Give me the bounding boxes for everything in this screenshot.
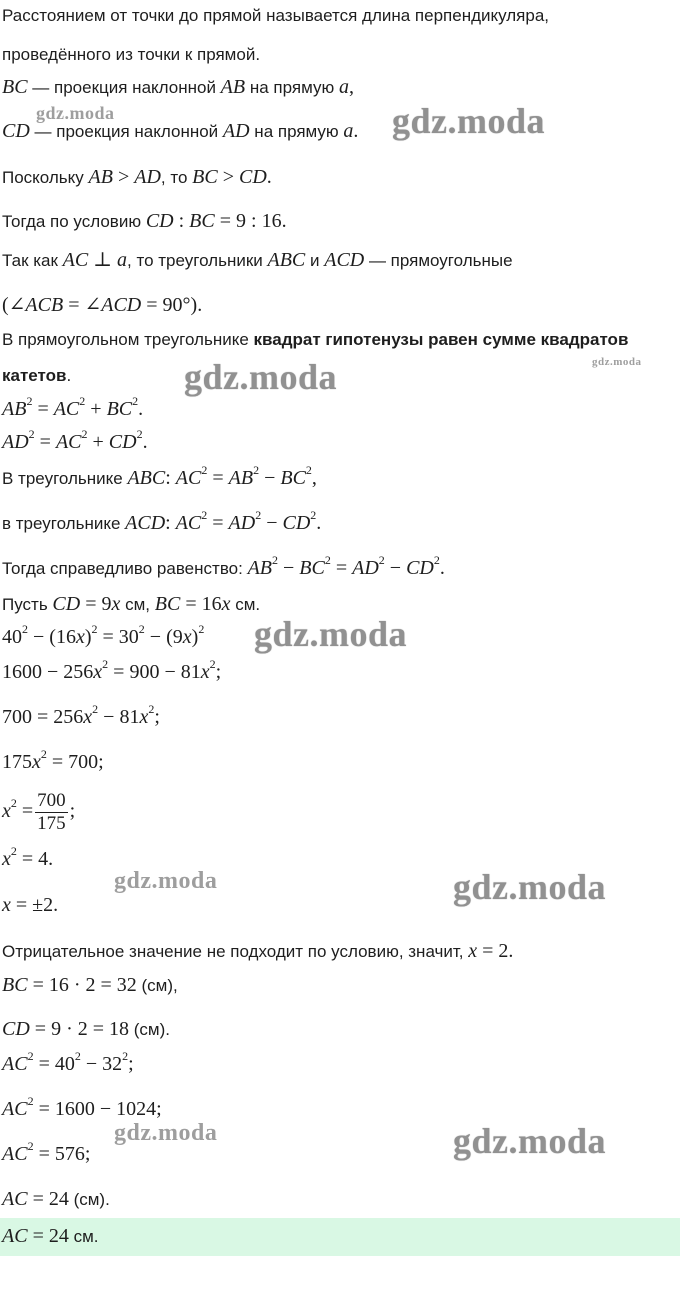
eq-fraction: $x^2$ = $\frac{700}{175}$ ; [2, 790, 76, 834]
let-text: Пусть [2, 595, 53, 614]
math-equality: $AB^2 - BC^2 = AD^2 - CD^2$. [247, 553, 445, 579]
math-ac2-1600: $AC^2 = 1600 - 1024$; [2, 1094, 162, 1120]
math-175x2: $175x^2 = 700$; [2, 747, 104, 773]
math-ab2: $AB^2 = AC^2 + BC^2$. [2, 394, 144, 420]
in-triangle-text-2: в треугольнике [2, 514, 126, 533]
let-line: Пусть CD = 9x см, BC = 16x см. [2, 593, 261, 615]
math-bc: BC [2, 76, 28, 98]
perpendicular-line [0, 247, 680, 272]
projection-text-2: — проекция наклонной [29, 122, 223, 141]
definition-text-2: проведённого из точки к прямой. [2, 45, 261, 64]
watermark-logo: gdz.moda [36, 103, 115, 123]
eq-cd-18: CD = 9 · 2 = 18 (см). [2, 1018, 170, 1040]
eq-ab2 [0, 394, 680, 421]
math-cd: CD [2, 120, 30, 142]
equality-text: Тогда справедливо равенство: [2, 559, 248, 578]
eq-700 [0, 702, 680, 729]
eq-acd-ac2 [0, 508, 680, 535]
eq-175x2 [0, 747, 680, 774]
math-ab-gt-ad: AB > AD [88, 166, 161, 188]
then-text: , то [160, 168, 193, 187]
angles-line [0, 292, 680, 317]
math-x2-4: $x^2 = 4$. [2, 844, 54, 870]
math-cd-9x: CD = 9x [52, 593, 121, 615]
watermark-logo: gdz.moda [114, 1120, 218, 1146]
negative-text: Отрицательное значение не подходит по условию, значит, [2, 942, 469, 961]
eq-ac2-1600 [0, 1094, 680, 1121]
math-ab: AB [220, 76, 246, 98]
math-ac2-diff: $AC^2 = 40^2 - 32^2$; [2, 1049, 134, 1075]
definition-line-2 [0, 45, 680, 65]
pythagoras-line-1 [0, 330, 680, 350]
math-x2-eq: $x^2$ = [2, 796, 34, 822]
definition-text-1: Расстоянием от точки до прямой называется длина перпендикуляра, [2, 6, 550, 25]
math-ad: AD [222, 120, 250, 142]
fraction-700-175: $\frac{700}{175}$ [37, 790, 66, 834]
math-x-2: x = 2. [468, 940, 514, 962]
since-text-2: Так как [2, 251, 63, 270]
math-cd-18: CD = 9 · 2 = 18 [2, 1018, 130, 1040]
cm-paren: (см) [141, 976, 174, 995]
watermark-logo: gdz.moda [114, 868, 218, 894]
eq-expanded [0, 657, 680, 684]
projection-tail-2: на прямую [249, 122, 344, 141]
math-x-pm2: x = ±2. [2, 894, 59, 916]
pythagoras-bold: квадрат гипотенузы равен сумме квадратов [253, 330, 629, 349]
definition-line-1 [0, 6, 680, 26]
watermark-logo: gdz.moda [254, 614, 408, 654]
math-abc: ABC [267, 249, 306, 271]
math-angles: (∠ACB = ∠ACD = 90°). [2, 294, 203, 316]
and-text: и [305, 251, 325, 270]
projection-text: — проекция наклонной [27, 78, 221, 97]
watermark-logo: gdz.moda [184, 357, 338, 397]
cm-paren-2: (см) [133, 1020, 166, 1039]
right-triangles-text: — прямоугольные [364, 251, 513, 270]
since-text: Поскольку [2, 168, 89, 187]
watermark-logo: gdz.moda [453, 1121, 607, 1161]
math-ac-24: AC = 24 [2, 1188, 69, 1210]
watermark-logo: gdz.moda [592, 356, 642, 368]
math-acd: ACD [324, 249, 365, 271]
eq-ac-24: AC = 24 (см). [2, 1188, 110, 1210]
ratio-line [0, 210, 680, 233]
negative-line [0, 940, 680, 963]
cm-unit-2: см [235, 595, 256, 614]
eq-ad2 [0, 427, 680, 454]
eq-abc-ac2 [0, 463, 680, 490]
eq-bc-32: BC = 16 · 2 = 32 (см), [2, 974, 178, 996]
math-ad2: $AD^2 = AC^2 + CD^2$. [2, 427, 148, 453]
watermark-logo: gdz.moda [453, 867, 607, 907]
math-ratio: CD : BC = 9 : 16. [145, 210, 287, 232]
math-ac-perp-a: AC ⊥ a [62, 249, 128, 271]
pythagoras-line-2 [0, 366, 680, 386]
math-a: a, [338, 76, 354, 98]
watermark-logo: gdz.moda [392, 101, 546, 141]
math-substitution: $40^2 - (16x)^2 = 30^2 - (9x)^2$ [2, 622, 205, 648]
pythagoras-intro: В прямоугольном треугольнике [2, 330, 254, 349]
final-answer [0, 1225, 680, 1248]
math-700: $700 = 256x^2 - 81x^2$; [2, 702, 160, 728]
math-abc-ac2: ABC: $AC^2 = AB^2 - BC^2$, [127, 463, 317, 489]
equality-line [0, 553, 680, 580]
math-acd-ac2: ACD: $AC^2 = AD^2 - CD^2$. [125, 508, 322, 534]
triangles-text: , то треугольники [127, 251, 268, 270]
projection-tail: на прямую [245, 78, 339, 97]
in-triangle-text: В треугольнике [2, 469, 128, 488]
math-a-2: a. [343, 120, 359, 142]
comparison-line [0, 166, 680, 189]
math-ac2-576: $AC^2 = 576$; [2, 1139, 91, 1165]
condition-text: Тогда по условию [2, 212, 146, 231]
projection-line-bc [0, 76, 680, 99]
eq-ac2-diff [0, 1049, 680, 1076]
answer-cm: см. [73, 1227, 99, 1246]
period: . [66, 366, 72, 385]
cm-unit: см [125, 595, 146, 614]
legs-bold: катетов [2, 366, 67, 385]
math-bc-gt-cd: BC > CD. [192, 166, 272, 188]
math-bc-32: BC = 16 · 2 = 32 [2, 974, 137, 996]
math-expanded: $1600 - 256x^2 = 900 - 81x^2$; [2, 657, 222, 683]
math-bc-16x: BC = 16x [154, 593, 231, 615]
math-answer: AC = 24 [2, 1225, 69, 1247]
cm-paren-3: (см) [73, 1190, 106, 1209]
